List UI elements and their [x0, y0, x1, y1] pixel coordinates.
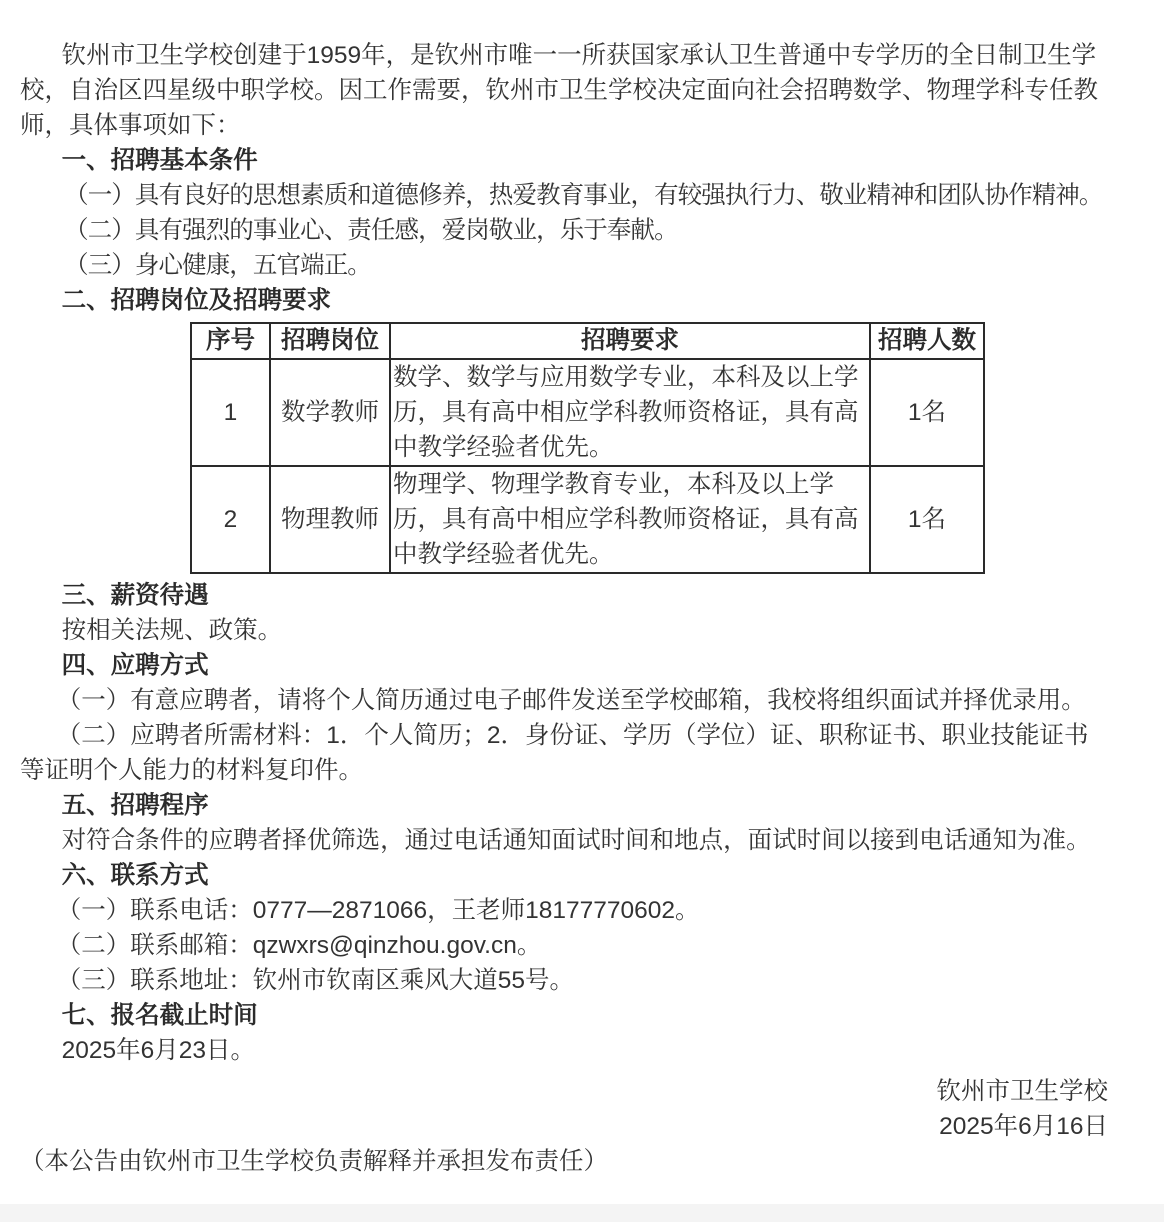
cell-position-2: 物理教师	[270, 466, 390, 573]
cell-requirements-1: 数学、数学与应用数学专业，本科及以上学历，具有高中相应学科教师资格证，具有高中教学经验者优先。	[390, 359, 870, 466]
cell-serial-2: 2	[191, 466, 270, 573]
condition-item-1: （一）具有良好的思想素质和道德修养，热爱教育事业，有较强执行力、敬业精神和团队协作精神。	[64, 182, 1103, 209]
application-item-1: （一）有意应聘者，请将个人简历通过电子邮件发送至学校邮箱，我校将组织面试并择优录用。	[56, 687, 1086, 714]
table-header-row	[191, 323, 984, 359]
section-heading-basic-conditions: 一、招聘基本条件	[61, 147, 258, 174]
signature-date: 2025年6月16日	[939, 1113, 1108, 1140]
bottom-strip	[0, 1204, 1164, 1222]
section-heading-application: 四、应聘方式	[61, 652, 209, 679]
table-row-math-teacher	[191, 359, 984, 466]
procedure-body: 对符合条件的应聘者择优筛选，通过电话通知面试时间和地点，面试时间以接到电话通知为准。	[61, 827, 1091, 854]
contact-address: （三）联系地址：钦州市钦南区乘风大道55号。	[56, 967, 574, 994]
contact-email: （二）联系邮箱：qzwxrs@qinzhou.gov.cn。	[56, 932, 542, 959]
section-heading-deadline: 七、报名截止时间	[61, 1002, 258, 1029]
contact-phone: （一）联系电话：0777—2871066，王老师18177770602。	[56, 897, 700, 924]
cell-serial-1: 1	[191, 359, 270, 466]
deadline-body: 2025年6月23日。	[61, 1037, 256, 1064]
header-serial-number: 序号	[191, 323, 270, 359]
section-heading-contact: 六、联系方式	[61, 862, 209, 889]
condition-item-2: （二）具有强烈的事业心、责任感，爱岗敬业，乐于奉献。	[64, 217, 678, 244]
condition-item-3: （三）身心健康，五官端正。	[64, 252, 371, 279]
cell-requirements-2: 物理学、物理学教育专业，本科及以上学历，具有高中相应学科教师资格证，具有高中教学经验者优先。	[390, 466, 870, 573]
footnote: （本公告由钦州市卫生学校负责解释并承担发布责任）	[20, 1148, 608, 1175]
signature-block	[20, 1074, 1108, 1144]
cell-headcount-2: 1名	[870, 466, 984, 573]
header-requirements: 招聘要求	[390, 323, 870, 359]
cell-position-1: 数学教师	[270, 359, 390, 466]
signature-org: 钦州市卫生学校	[936, 1078, 1108, 1105]
section-heading-salary: 三、薪资待遇	[61, 582, 209, 609]
section-heading-procedure: 五、招聘程序	[61, 792, 209, 819]
table-row-physics-teacher	[191, 466, 984, 573]
header-headcount: 招聘人数	[870, 323, 984, 359]
intro-paragraph: 钦州市卫生学校创建于1959年，是钦州市唯一一所获国家承认卫生普通中专学历的全日制卫生学校，自治区四星级中职学校。因工作需要，钦州市卫生学校决定面向社会招聘数学、物理学科专任教师，具体事项如下：	[20, 42, 1098, 139]
section-heading-positions: 二、招聘岗位及招聘要求	[61, 287, 332, 314]
positions-table	[190, 322, 985, 574]
cell-headcount-1: 1名	[870, 359, 984, 466]
salary-body: 按相关法规、政策。	[61, 617, 283, 644]
application-item-2: （二）应聘者所需材料：1．个人简历；2．身份证、学历（学位）证、职称证书、职业技能证书等证明个人能力的材料复印件。	[20, 722, 1089, 784]
header-position: 招聘岗位	[270, 323, 390, 359]
